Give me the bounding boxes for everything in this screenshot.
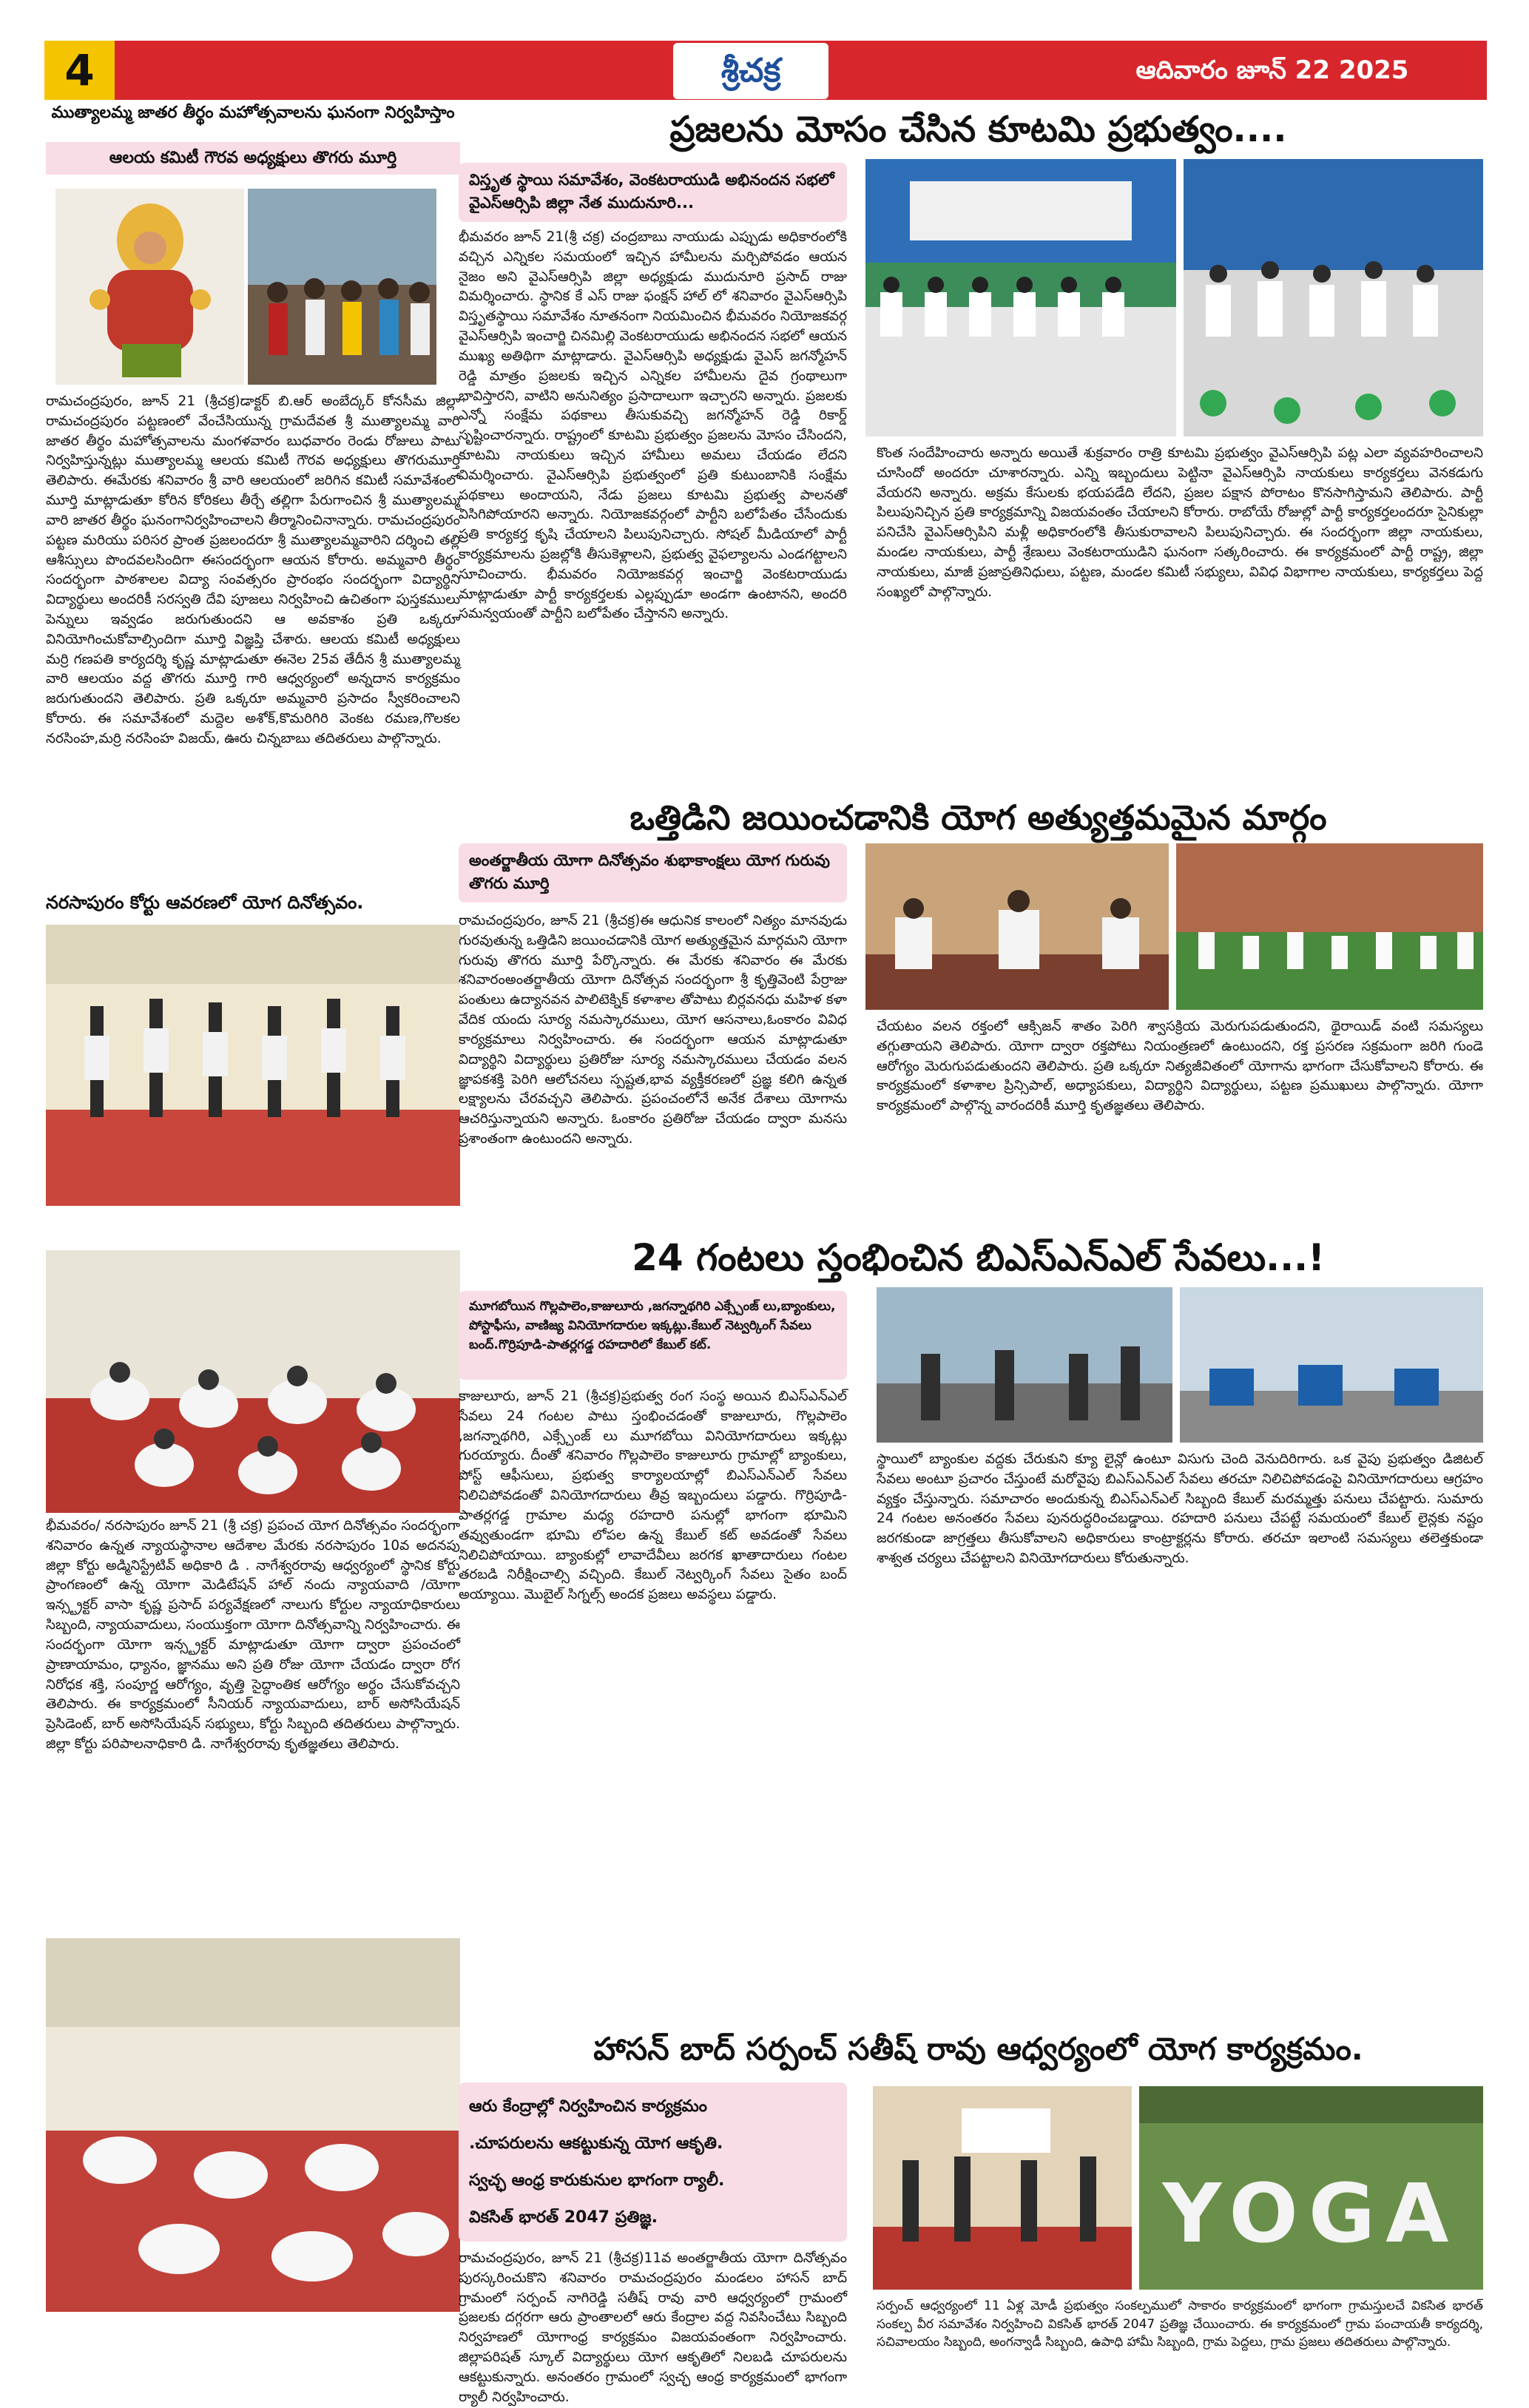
bsnl-story-headline: 24 గంటలు స్తంభించిన బిఎస్ఎన్ఎల్ సేవలు...! bbox=[632, 1236, 1325, 1279]
yoga-story-headline: ఒత్తిడిని జయించడానికి యోగ అత్యుత్తమమైన మార్గం bbox=[630, 797, 1327, 837]
yoga-ground-photo bbox=[1176, 843, 1483, 1010]
bsnl-office-photo-1 bbox=[877, 1287, 1172, 1443]
procession-photo bbox=[248, 189, 436, 385]
left-col-subtitle: ఆలయ కమిటీ గౌరవ అధ్యక్షులు తొగరు మూర్తి bbox=[46, 142, 460, 175]
yoga-guru-photo bbox=[865, 843, 1169, 1010]
hasan-yoga-formation-photo bbox=[1139, 2086, 1483, 2290]
issue-date: ఆదివారం జూన్ 22 2025 bbox=[1135, 55, 1409, 85]
yoga-story-body-left: రామచంద్రపురం, జూన్ 21 (శ్రీచక్ర)ఈ ఆధునిక కాలంలో నిత్యం మానవుడు గురవుతున్న ఒత్తిడిని జయించడానికి యోగ అత్యుత్తమైన మార్గమని యోగా గురువు తొగరు మూర్తి పేర్కొన్నారు. ఈ మేరకు శనివారం ఈ మేరకు శనివారంఅంతర్జాతీయ యోగా దినోత్సవ సందర్భంగా శ్రీ కృత్తివెంటి పేర్రాజు పంతులు ఉద్యానవన పాలిటెక్నిక్ కళాశాల తోపాటు బిర్లవనధు మహిళ కళా వేదిక యందు సూర్య నమస్కారములు, యోగ ఆసనాలు,ఓంకారం వివిధ కార్యక్రమాలు నిర్వహించారు. ఈ సందర్భంగా ఆయన మాట్లాడుతూ విద్యార్థిని విద్యార్థులు ప్రతిరోజు సూర్య నమస్కారములు చేయడం వలన జ్ఞాపకశక్తి పెరిగి ఆలోచనలు స్పష్టత,భావ వ్యక్తీకరణలో ప్రజ్ఞ కలిగి ఉన్నత లక్ష్యాలను చేరవచ్చని తెలిపారు. ప్రపంచంలోనే అనేక దేశాలు యోగాను ఆచరిస్తున్నాయని అన్నారు. ఓంకారం ప్రతిరోజు చేయడం ద్వారా మనసు ప్రశాంతంగా ఉంటుందని అన్నారు. bbox=[459, 913, 847, 1147]
bsnl-story-body-right: స్థాయిలో బ్యాంకుల వద్దకు చేరుకుని క్యూ లైన్లో ఉంటూ విసుగు చెంది వెనుదిరిగారు. ఒక వైపు ప్రభుత్వం డిజిటల్ సేవలు అంటూ ప్రచారం చేస్తుంటే మరోవైపు బిఎస్ఎన్ఎల్ సేవలు తరచూ నిలిచిపోవడంపై వినియోగదారులు ఆగ్రహం వ్యక్తం చేస్తున్నారు. సమాచారం అందుకున్న బిఎస్ఎన్ఎల్ సిబ్బంది కేబుల్ మరమ్మత్తు పనులు చేపట్టారు. సుమారు 24 గంటల అనంతరం సేవలు పునరుద్ధరించబడ్డాయి. రహదారి పనులు చేపట్టే సమయంలో కేబుల్ లైన్లకు నష్టం జరగకుండా జాగ్రత్తలు తీసుకోవాలని అధికారులు కాంట్రాక్టర్లను కోరారు. తరచూ ఇలాంటి సమస్యలు తలెత్తకుండా శాశ్వత చర్యలు చేపట్టాలని వినియోగదారులు కోరుతున్నారు. bbox=[877, 1451, 1483, 1567]
top-story-body-right: కొంత సందేహించారు అన్నారు అయితే శుక్రవారం రాత్రి కూటమి ప్రభుత్వం వైఎస్ఆర్సిపి పట్ల ఎలా వ్యవహరించాలని చూసిందో అందరూ చూశారన్నారు. ఎన్ని ఇబ్బందులు పెట్టినా వైఎస్ఆర్సిపి నాయకులు కార్యకర్తలు వెనకడుగు వేయరని అన్నారు. అక్రమ కేసులకు భయపడేది లేదని, ప్రజల పక్షాన పోరాటం కొనసాగిస్తామని తెలిపారు. పార్టీ పిలుపునిచ్చిన ప్రతి కార్యక్రమాన్ని విజయవంతం చేయాలని కోరారు. రాబోయే రోజుల్లో పార్టీ కార్యకర్తలందరూ సైనికుల్లా పనిచేసి వైఎస్ఆర్సిపిని మళ్లీ అధికారంలోకి తీసుకురావాలని పిలుపునిచ్చారు. ఈ సందర్భంగా జిల్లా నాయకులు, మండల నాయకులు, పార్టీ శ్రేణులు వెంకటరాయుడిని ఘనంగా సత్కరించారు. ఈ కార్యక్రమంలో పార్టీ రాష్ట్ర, జిల్లా నాయకులు, మాజీ ప్రజాప్రతినిధులు, పట్టణ, మండల కమిటీ సభ్యులు, వివిధ విభాగాల నాయకులు, కార్యకర్తలు పెద్ద సంఖ్యలో పాల్గొన్నారు. bbox=[877, 445, 1483, 600]
page-number: 4 bbox=[44, 41, 115, 100]
subhead-line: .చూపరులను ఆకట్టుకున్న యోగ ఆకృతి. bbox=[469, 2134, 723, 2153]
hasan-yoga-photo-1 bbox=[873, 2086, 1132, 2290]
court-yoga-photo-3 bbox=[46, 1938, 460, 2312]
court-yoga-photo-1 bbox=[46, 925, 460, 1206]
top-story-headline: ప్రజలను మోసం చేసిన కూటమి ప్రభుత్వం.... bbox=[669, 109, 1287, 150]
yoga-formation-text: YOGA bbox=[1162, 2166, 1459, 2261]
yoga-story-body-right: చేయటం వలన రక్తంలో ఆక్సిజన్ శాతం పెరిగి శ్వాసక్రియ మెరుగుపడుతుందని, థైరాయిడ్ వంటి సమస్యలు తగ్గుతాయని తెలిపారు. యోగా ద్వారా రక్తపోటు నియంత్రణలో ఉంటుందని, రక్త ప్రసరణ సక్రమంగా జరిగి గుండె ఆరోగ్యం మెరుగుపడుతుందని తెలిపారు. ప్రతి ఒక్కరూ నిత్యజీవితంలో యోగాను భాగంగా చేసుకోవాలని కోరారు. ఈ కార్యక్రమంలో కళాశాల ప్రిన్సిపాల్, అధ్యాపకులు, విద్యార్థిని విద్యార్థులు, పట్టణ ప్రముఖులు పాల్గొన్నారు. యోగా కార్యక్రమంలో పాల్గొన్న వారందరికీ మూర్తి కృతజ్ఞతలు తెలిపారు. bbox=[877, 1019, 1483, 1114]
hasan-story-body-left: రామచంద్రపురం, జూన్ 21 (శ్రీచక్ర)11వ అంతర్జాతీయ యోగా దినోత్సవం పురస్కరించుకొని శనివారం రామచంద్రపురం మండలం హాసన్ బాద్ గ్రామంలో సర్పంచ్ నాగిరెడ్డి సతీష్ రావు వారి ఆధ్వర్యంలో గ్రామంలో ప్రజలకు దగ్గరగా ఆరు ప్రాంతాలలో ఆరు కేంద్రాల వద్ద నివసించేటు సిబ్బంది నిర్వహణలో యోగాంధ్ర కార్యక్రమం విజయవంతంగా నిర్వహించారు. జిల్లాపరిషత్ స్కూల్ విద్యార్థులు యోగ ఆకృతిలో నిలబడి చూపరులను ఆకట్టుకున్నారు. అనంతరం గ్రామంలో స్వచ్ఛ ఆంధ్ర కార్యక్రమంలో భాగంగా ర్యాలీ నిర్వహించారు. bbox=[459, 2250, 847, 2405]
bsnl-office-photo-2 bbox=[1180, 1287, 1483, 1443]
meeting-photo-2 bbox=[1184, 159, 1483, 436]
newspaper-logo: శ్రీచక్ర bbox=[673, 43, 828, 99]
subhead-line: స్వచ్ఛ ఆంధ్ర కారుకునుల భాగంగా ర్యాలీ. bbox=[469, 2171, 725, 2190]
hasan-story-headline: హాసన్ బాద్ సర్పంచ్ సతీష్ రావు ఆధ్వర్యంలో యోగ కార్యక్రమం. bbox=[593, 2031, 1363, 2067]
yoga-court-heading: నరసాపురం కోర్టు ఆవరణలో యోగ దినోత్సవం. bbox=[46, 892, 364, 913]
bsnl-story-body-left: కాజులూరు, జూన్ 21 (శ్రీచక్ర)ప్రభుత్వ రంగ సంస్థ అయిన బిఎస్ఎన్ఎల్ సేవలు 24 గంటల పాటు స్తంభించడంతో కాజులూరు, గొల్లపాలెం ,జగన్నాథగిరి, ఎక్స్చేంజ్ లు మూగబోయి వినియోగదారులు ఇక్కట్లు గురయ్యారు. దీంతో శనివారం గొల్లపాలెం కాజులూరు గ్రామాల్లో బ్యాంకులు, పోస్ట్ ఆఫీసులు, ప్రభుత్వ కార్యాలయాల్లో బిఎస్ఎన్ఎల్ సేవలు నిలిచిపోవడంతో వినియోగదారులు తీవ్ర ఇబ్బందులు పడ్డారు. గొర్రిపూడి- పాతర్లగడ్డ గ్రామాల మధ్య రహదారి పనుల్లో భాగంగా భూమిని తవ్వుతుండగా భూమి లోపల ఉన్న కేబుల్ కట్ అవడంతో సేవలు నిలిచిపోయాయి. బ్యాంకుల్లో లావాదేవీలు జరగక ఖాతాదారులు గంటల తరబడి నిరీక్షించాల్సి వచ్చింది. కేబుల్ నెట్వర్కింగ్ సేవలు సైతం బంద్ అయ్యాయి. మొబైల్ సిగ్నల్స్ అందక ప్రజలు అవస్థలు పడ్డారు. bbox=[459, 1389, 847, 1603]
left-col-title: ముత్యాలమ్మ జాతర తీర్థం మహోత్సవాలను ఘనంగా నిర్వహిస్తాం bbox=[51, 104, 455, 122]
top-story-body-left: భీమవరం జూన్ 21(శ్రీ చక్ర) చంద్రబాబు నాయుడు ఎప్పుడు అధికారంలోకి వచ్చిన ఎన్నికల సమయంలో ఇచ్చిన హామీలను మర్చిపోవడం ఆయన నైజం అని వైఎస్ఆర్సిపి జిల్లా అధ్యక్షుడు ముదునూరి ప్రసాద్ రాజు విమర్శించారు. స్థానిక కే ఎస్ రాజు ఫంక్షన్ హాల్ లో శనివారం వైఎస్ఆర్సిపి విస్తృతస్థాయి సమావేశం నూతనంగా నియమించిన భీమవరం నియోజకవర్గ వైఎస్ఆర్సిపి ఇంచార్జి చినమిల్లి వెంకటరాయుడు అభినందన సభలో ఆయన ముఖ్య అతిథిగా మాట్లాడారు. వైఎస్ఆర్సిపి అధ్యక్షుడు వైఎస్ జగన్మోహన్ రెడ్డి మాత్రం ప్రజలకు ఇచ్చిన ఎన్నికల హామీలను దైవ గ్రంథాలుగా భావిస్తారని, వాటిని అనునిత్యం ప్రసాదాలుగా ఇచ్చారని అన్నారు. ప్రజలకు ఎన్నో సంక్షేమ పథకాలు తీసుకువచ్చి జగన్మోహన్ రెడ్డి రికార్డ్ సృష్టించారన్నారు. రాష్ట్రంలో కూటమి ప్రభుత్వం ప్రజలను మోసం చేసిందని, కూటమి నాయకులు ఇచ్చిన హామీలు అమలు చేయడం లేదని విమర్శించారు. వైఎస్ఆర్సిపి ప్రభుత్వంలో ప్రతి కుటుంబానికి సంక్షేమ పథకాలు అందాయని, నేడు ప్రజలు కూటమి ప్రభుత్వ పాలనతో విసిగిపోయారని అన్నారు. నియోజకవర్గంలో పార్టీని బలోపేతం చేసేందుకు ప్రతి కార్యకర్త కృషి చేయాలని పిలుపునిచ్చారు. సోషల్ మీడియాలో పార్టీ కార్యక్రమాలను ప్రజల్లోకి తీసుకెళ్లాలని, ప్రభుత్వ వైఫల్యాలను ఎండగట్టాలని సూచించారు. భీమవరం నియోజకవర్గ ఇంచార్జి వెంకటరాయుడు మాట్లాడుతూ పార్టీ కార్యకర్తలకు ఎల్లప్పుడూ అండగా ఉంటానని, అందరి సమన్వయంతో పార్టీని బలోపేతం చేస్తానని అన్నారు. bbox=[459, 229, 847, 622]
court-yoga-photo-2 bbox=[46, 1250, 460, 1513]
subhead-line: ఆరు కేంద్రాల్లో నిర్వహించిన కార్యక్రమం bbox=[469, 2097, 707, 2116]
meeting-photo-1 bbox=[865, 159, 1176, 436]
top-story-subhead: విస్తృత స్థాయి సమావేశం, వెంకటరాయుడి అభినందన సభలో వైఎస్ఆర్సిపి జిల్లా నేత ముదునూరి... bbox=[459, 163, 847, 222]
goddess-photo bbox=[55, 189, 244, 385]
hasan-story-subhead bbox=[459, 2082, 847, 2242]
yoga-court-body: భీమవరం/ నరసాపురం జూన్ 21 (శ్రీ చక్ర) ప్రపంచ యోగ దినోత్సవం సందర్భంగా శనివారం ఉన్నత న్యాయస్థానాల ఆదేశాల మేరకు నరసాపురం 10వ అదనపు జిల్లా కోర్టు అడ్మినిస్ట్రేటివ్ అధికారి డి . నాగేశ్వరరావు ఆధ్వర్యంలో స్థానిక కోర్టు ప్రాంగణంలో ఉన్న యోగా మెడిటేషన్ హాల్ నందు న్యాయవాది /యోగా ఇన్స్ట్రక్టర్ వాసా కృష్ణ ప్రసాద్ పర్యవేక్షణలో నాలుగు కోర్టుల న్యాయాధికారులు సిబ్బంది, న్యాయవాదులు, సంయుక్తంగా యోగా దినోత్సవాన్ని నిర్వహించారు. ఈ సందర్భంగా యోగా ఇన్స్ట్రక్టర్ మాట్లాడుతూ యోగా ద్వారా ప్రపంచంలో ప్రాణాయామం, ధ్యానం, జ్ఞానము అని ప్రతి రోజు యోగా చేయడం ద్వారా రోగ నిరోధక శక్తి, సంపూర్ణ ఆరోగ్యం, వృత్తి సైద్ధాంతిక ఆరోగ్యం అర్థం చేసుకోవచ్చని తెలిపారు. ఈ కార్యక్రమంలో సీనియర్ న్యాయవాదులు, బార్ అసోసియేషన్ ప్రెసిడెంట్, బార్ అసోసియేషన్ సభ్యులు, కోర్టు సిబ్బంది తదితరులు పాల్గొన్నారు. జిల్లా కోర్టు పరిపాలనాధికారి డి. నాగేశ్వరరావు కృతజ్ఞతలు తెలిపారు. bbox=[46, 1518, 460, 1752]
hasan-story-body-right: సర్పంచ్ ఆధ్వర్యంలో 11 ఏళ్ల మోడీ ప్రభుత్వం సంకల్పములో సాకారం కార్యక్రమంలో భాగంగా గ్రామస్తులచే వికసిత భారత్ సంకల్ప వీర సమావేశం నిర్వహించి వికసిత్ భారత్ 2047 ప్రతిజ్ఞ చేయించారు. ఈ కార్యక్రమంలో గ్రామ పంచాయతీ కార్యదర్శి, సచివాలయం సిబ్బంది, అంగన్వాడీ సిబ్బంది, ఉపాధి హామీ సిబ్బంది, గ్రామ పెద్దలు, గ్రామ ప్రజలు తదితరులు పాల్గొన్నారు. bbox=[877, 2299, 1483, 2350]
subhead-line: వికసిత్ భారత్ 2047 ప్రతిజ్ఞ. bbox=[469, 2208, 658, 2227]
yoga-story-subhead: అంతర్జాతీయ యోగా దినోత్సవం శుభాకాంక్షలు యోగ గురువు తొగరు మూర్తి bbox=[459, 843, 847, 903]
left-col-body: రామచంద్రపురం, జూన్ 21 (శ్రీచక్ర)డాక్టర్ బి.ఆర్ అంబేద్కర్ కోనసీమ జిల్లా రామచంద్రపురం పట్టణంలో వేంచేసియున్న గ్రామదేవత శ్రీ ముత్యాలమ్మ వారి జాతర తీర్థం మహోత్సవాలను మంగళవారం బుధవారం రెండు రోజులు పాటు నిర్వహిస్తున్నట్లు ముత్యాలమ్మ ఆలయ కమిటీ గౌరవ అధ్యక్షులు తొగరుమూర్తి తెలిపారు. ఈమేరకు శనివారం శ్రీ వారి ఆలయంలో జరిగిన కమిటీ సమావేశంలో మూర్తి మాట్లాడుతూ కోరిన కోరికలు తీర్చే తల్లిగా పేరుగాంచిన శ్రీ ముత్యాలమ్మ వారి జాతర తీర్థం ఘనంగానిర్వహించాలని తీర్మానించినాన్నారు. రామచంద్రపురం పట్టణ మరియు పరిసర ప్రాంత ప్రజలందరూ శ్రీ ముత్యాలమ్మవారిని దర్శించి తల్లి ఆశీస్సులు పొందవలసిందిగా ఈసందర్భంగా ఆయన కోరారు. అమ్మవారి తీర్థం సందర్భంగా పాఠశాలల విద్యా సంవత్సరం ప్రారంభం సందర్భంగా విద్యార్థిని విద్యార్థులు అందరికీ సరస్వతి దేవి పూజలు నిర్వహించి ఉచితంగా పుస్తకములు పెన్నులు ఇవ్వడం జరుగుతుందని ఆ అవకాశం ప్రతి ఒక్కరూ వినియోగించుకోవాల్సిందిగా మూర్తి విజ్ఞప్తి చేశారు. ఆలయ కమిటీ అధ్యక్షులు మర్రి గణపతి కార్యదర్శి కృష్ణ మాట్లాడుతూ ఈనెల 25వ తేదీన శ్రీ ముత్యాలమ్మ వారి ఆలయం వద్ద తొగరు మూర్తి గారి ఆధ్వర్యంలో అన్నదాన కార్యక్రమం జరుగుతుందని తెలిపారు. ప్రతి ఒక్కరూ అమ్మవారి ప్రసాదం స్వీకరించాలని కోరారు. ఈ సమావేశంలో మద్దెల అశోక్,కొమరిగిరి వెంకట రమణ,గొలకల నరసింహ,మర్రి నరసింహ విజయ్, ఊరు చిన్నబాబు తదితరులు పాల్గొన్నారు. bbox=[46, 394, 460, 746]
bsnl-story-subhead: మూగబోయిన గొల్లపాలెం,కాజులూరు ,జగన్నాథగిరి ఎక్స్చేంజ్ లు,బ్యాంకులు, పోస్టాఫీసు, వాణిజ్య వినియోగదారుల ఇక్కట్లు.కేబుల్ నెట్వర్కింగ్ సేవలు బంద్.గొర్రిపూడి-పాతర్లగడ్డ రహదారిలో కేబుల్ కట్. bbox=[459, 1291, 847, 1380]
